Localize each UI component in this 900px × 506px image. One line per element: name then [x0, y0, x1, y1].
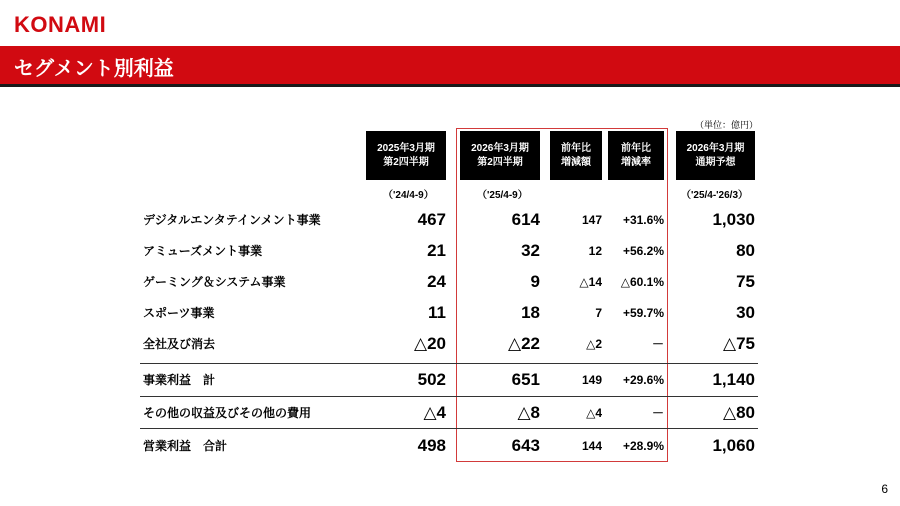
table-row	[140, 297, 758, 328]
cell-yoy-rate: +29.6%	[622, 372, 664, 387]
cell-fy2025-q2: 21	[427, 240, 446, 260]
cell-yoy-change: 147	[581, 212, 602, 227]
cell-fy2026-forecast: 1,140	[712, 369, 755, 389]
table-row	[140, 397, 758, 428]
header-col-fy2026-q2: 2026年3月期 第2四半期	[460, 131, 540, 180]
cell-fy2025-q2: 502	[417, 369, 446, 389]
header-col-yoy-change: 前年比 増減額	[550, 131, 602, 180]
cell-fy2026-forecast: 1,060	[712, 435, 755, 455]
table-row	[140, 430, 758, 461]
cell-yoy-rate: －	[651, 406, 664, 420]
header-col-fy2026-forecast: 2026年3月期 通期予想	[676, 131, 755, 180]
table-row	[140, 235, 758, 266]
page-title: セグメント別利益	[14, 58, 174, 80]
cell-yoy-change: 12	[588, 243, 602, 258]
unit-note: （単位：億円）	[694, 120, 758, 130]
cell-yoy-change: 7	[595, 305, 602, 320]
row-label: 全社及び消去	[143, 337, 216, 351]
cell-fy2026-forecast: 80	[736, 240, 755, 260]
cell-fy2026-q2: 651	[511, 369, 540, 389]
cell-yoy-rate: +28.9%	[622, 438, 664, 453]
row-label: スポーツ事業	[143, 306, 215, 320]
cell-yoy-change: 149	[581, 372, 602, 387]
header-col-yoy-rate: 前年比 増減率	[608, 131, 664, 180]
cell-fy2026-forecast: 1,030	[712, 209, 755, 229]
row-label: その他の収益及びその他の費用	[143, 406, 312, 420]
row-label: デジタルエンタテインメント事業	[143, 213, 321, 227]
row-label: アミューズメント事業	[143, 244, 263, 258]
cell-fy2025-q2: △4	[423, 402, 446, 422]
period-label-fy2026-q2: （'25/4-9）	[477, 190, 528, 201]
cell-fy2025-q2: 498	[417, 435, 446, 455]
cell-yoy-rate: △60.1%	[620, 274, 664, 289]
cell-fy2026-forecast: △75	[723, 333, 755, 353]
cell-fy2026-forecast: △80	[723, 402, 755, 422]
konami-logo: KONAMI	[14, 12, 107, 37]
cell-yoy-change: 144	[581, 438, 602, 453]
cell-fy2026-q2: 32	[521, 240, 540, 260]
cell-fy2026-q2: 9	[530, 271, 540, 291]
cell-fy2026-q2: 18	[521, 302, 540, 322]
cell-fy2025-q2: △20	[414, 333, 446, 353]
cell-fy2026-forecast: 30	[736, 302, 755, 322]
cell-yoy-rate: +59.7%	[622, 305, 664, 320]
title-underline	[0, 84, 900, 87]
cell-yoy-change: △4	[586, 405, 602, 420]
title-bar	[0, 46, 900, 84]
table-row	[140, 364, 758, 395]
cell-fy2025-q2: 24	[427, 271, 446, 291]
period-label-fy2026-forecast: （'25/4-'26/3）	[681, 190, 749, 201]
page-number: 6	[881, 482, 888, 496]
cell-fy2026-q2: 614	[511, 209, 540, 229]
cell-fy2026-q2: △22	[508, 333, 540, 353]
table-row	[140, 266, 758, 297]
cell-fy2026-q2: 643	[511, 435, 540, 455]
row-divider	[140, 428, 758, 429]
header-col-fy2025-q2: 2025年3月期 第2四半期	[366, 131, 446, 180]
cell-yoy-change: △14	[579, 274, 602, 289]
cell-yoy-rate: －	[651, 337, 664, 351]
cell-yoy-rate: +31.6%	[622, 212, 664, 227]
period-label-fy2025-q2: （'24/4-9）	[383, 190, 434, 201]
row-label: 営業利益 合計	[143, 439, 228, 453]
cell-yoy-rate: +56.2%	[622, 243, 664, 258]
table-row	[140, 328, 758, 359]
table-row	[140, 204, 758, 235]
row-label: ゲーミング＆システム事業	[143, 275, 286, 289]
cell-fy2025-q2: 467	[417, 209, 446, 229]
cell-fy2025-q2: 11	[428, 302, 446, 322]
cell-fy2026-forecast: 75	[736, 271, 755, 291]
cell-yoy-change: △2	[586, 336, 602, 351]
row-label: 事業利益 計	[143, 373, 216, 387]
cell-fy2026-q2: △8	[517, 402, 540, 422]
